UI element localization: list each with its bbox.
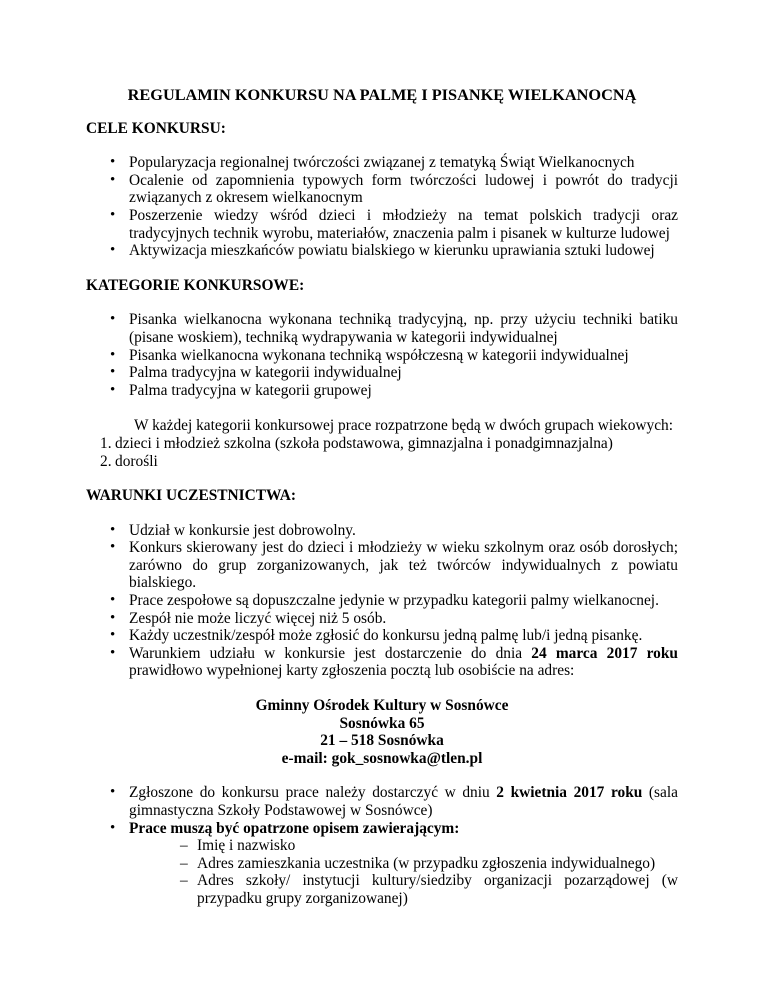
- description-list: [86, 837, 678, 907]
- list-item: [86, 645, 678, 680]
- cele-list: [86, 154, 678, 260]
- list-item: • Aktywizacja mieszkańców powiatu bialskiego w kierunku uprawiania sztuki ludowej: [86, 242, 678, 260]
- list-item: • Prace zespołowe są dopuszczalne jedynie w przypadku kategorii palmy wielkanocnej.: [86, 592, 678, 610]
- address-email: e-mail: gok_sosnowka@tlen.pl: [281, 749, 483, 767]
- address-line: Sosnówka 65: [339, 714, 425, 732]
- kategorie-list: [86, 311, 678, 399]
- delivery-date: 2 kwietnia 2017 roku: [496, 784, 643, 802]
- section-heading-warunki: WARUNKI UCZESTNICTWA:: [86, 487, 296, 505]
- delivery-text-pre: Zgłoszone do konkursu prace należy dostarczyć w dniu: [129, 784, 497, 802]
- document-content: [86, 86, 678, 908]
- address-line: 21 – 518 Sosnówka: [320, 732, 444, 750]
- list-item: • Pisanka wielkanocna wykonana techniką współczesną w kategorii indywidualnej: [86, 347, 678, 365]
- address-line: Gminny Ośrodek Kultury w Sosnówce: [255, 697, 509, 715]
- list-item: • Zespół nie może liczyć więcej niż 5 osób.: [86, 610, 678, 628]
- document-title: REGULAMIN KONKURSU NA PALMĘ I PISANKĘ WIELKANOCNĄ: [127, 85, 637, 104]
- list-item: • Każdy uczestnik/zespół może zgłosić do konkursu jedną palmę lub/i jedną pisankę.: [86, 627, 678, 645]
- list-item: • Palma tradycyjna w kategorii grupowej: [86, 382, 678, 400]
- warunki-list: [86, 522, 678, 680]
- list-item: [86, 453, 678, 471]
- deadline-text-pre: Warunkiem udziału w konkursie jest dostarczenie do dnia: [129, 644, 532, 662]
- list-text: dzieci i młodzież szkolna (szkoła podstawowa, gimnazjalna i ponadgimnazjalna): [115, 434, 613, 452]
- list-item: • Poszerzenie wiedzy wśród dzieci i młodzieży na temat polskich tradycji oraz tradycyjnych technik wyrobu, materiałów, znaczenia palm i pisanek w kulturze ludowej: [86, 207, 678, 242]
- list-item: – Imię i nazwisko: [86, 837, 678, 855]
- warunki-list-continued: [86, 784, 678, 837]
- age-groups-list: [86, 435, 678, 470]
- list-item: [86, 435, 678, 453]
- list-number: 2.: [100, 452, 112, 470]
- list-item: – Adres zamieszkania uczestnika (w przypadku zgłoszenia indywidualnego): [86, 855, 678, 873]
- list-item: • Palma tradycyjna w kategorii indywidualnej: [86, 364, 678, 382]
- description-heading: Prace muszą być opatrzone opisem zawierającym:: [129, 819, 460, 837]
- section-heading-cele: CELE KONKURSU:: [86, 119, 226, 137]
- list-item: • Pisanka wielkanocna wykonana techniką tradycyjną, np. przy użyciu techniki batiku (pisane woskiem), techniką wydrapywania w kategorii indywidualnej: [86, 311, 678, 346]
- delivery-text-post: (sala gimnastyczna Szkoły Podstawowej w Sosnówce): [129, 784, 678, 819]
- list-item: [86, 820, 678, 838]
- list-text: dorośli: [115, 452, 158, 470]
- organizer-address: [86, 697, 678, 767]
- groups-intro: W każdej kategorii konkursowej prace rozpatrzone będą w dwóch grupach wiekowych:: [134, 417, 674, 435]
- list-item: [86, 784, 678, 819]
- deadline-text-post: prawidłowo wypełnionej karty zgłoszenia pocztą lub osobiście na adres:: [129, 662, 575, 680]
- list-item: – Adres szkoły/ instytucji kultury/siedziby organizacji pozarządowej (w przypadku grupy zorganizowanej): [86, 872, 678, 907]
- list-item: • Popularyzacja regionalnej twórczości związanej z tematyką Świąt Wielkanocnych: [86, 154, 678, 172]
- section-heading-kategorie: KATEGORIE KONKURSOWE:: [86, 276, 305, 294]
- list-item: • Udział w konkursie jest dobrowolny.: [86, 522, 678, 540]
- list-item: • Ocalenie od zapomnienia typowych form twórczości ludowej i powrót do tradycji związanych z okresem wielkanocnym: [86, 172, 678, 207]
- list-item: • Konkurs skierowany jest do dzieci i młodzieży w wieku szkolnym oraz osób dorosłych; zarówno do grup zorganizowanych, jak też twórców indywidualnych z powiatu bialskiego.: [86, 539, 678, 592]
- list-number: 1.: [100, 434, 112, 452]
- deadline-date: 24 marca 2017 roku: [531, 644, 678, 662]
